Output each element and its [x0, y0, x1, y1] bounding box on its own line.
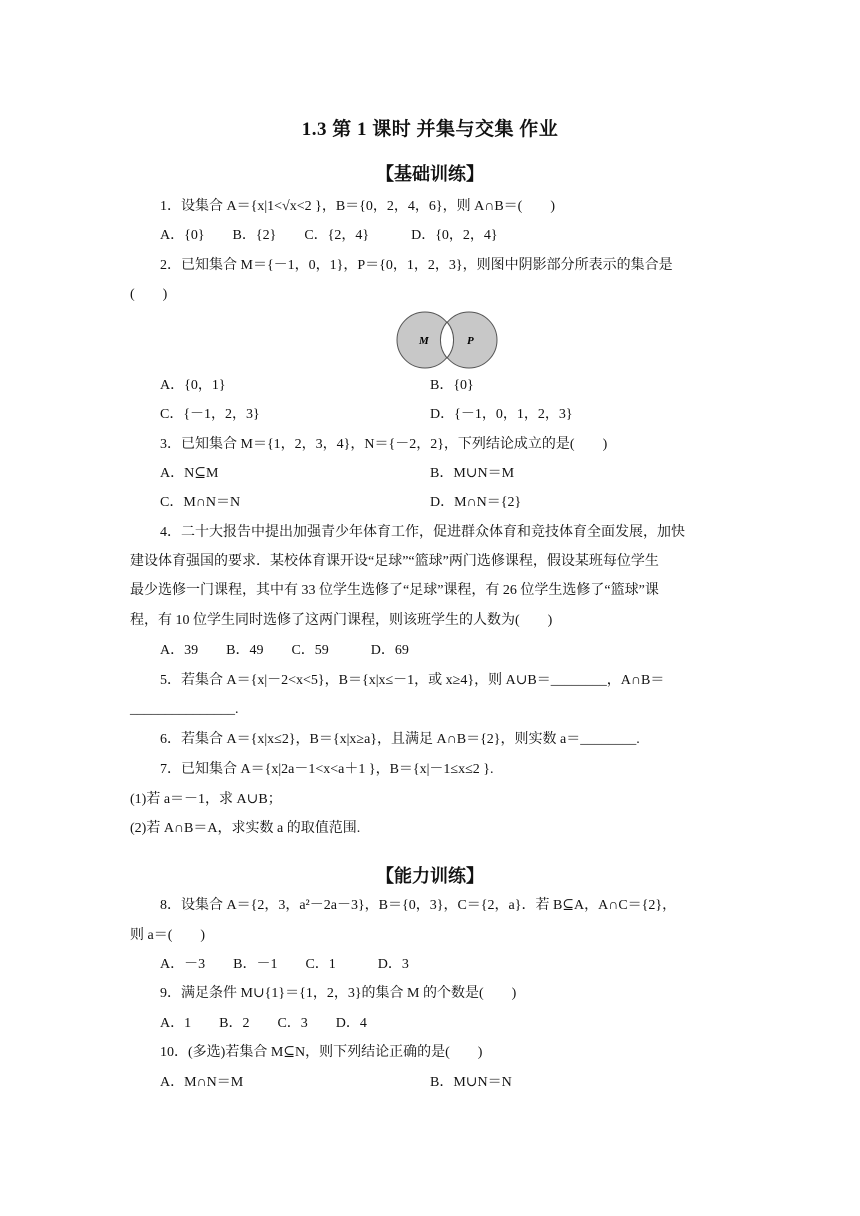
question-4-line-2: 建设体育强国的要求．某校体育课开设“足球”“篮球”两门选修课程，假设某班每位学生: [130, 554, 659, 569]
section-ability-training: 【能力训练】: [376, 866, 484, 886]
question-3-option-c: C．M∩N＝N: [160, 495, 241, 510]
question-3-option-a: A．N⊆M: [160, 466, 219, 481]
question-2-option-d: D．{－1，0，1，2，3}: [430, 407, 573, 422]
question-5-line-2: _______________.: [130, 702, 239, 717]
question-9-line-1: 9．满足条件 M∪{1}＝{1，2，3}的集合 M 的个数是( ): [160, 986, 517, 1001]
page-title: 1.3 第 1 课时 并集与交集 作业: [301, 119, 559, 140]
question-4-line-4: 程，有 10 位学生同时选修了这两门课程，则该班学生的人数为( ): [130, 613, 553, 628]
sqrt-symbol: √: [282, 199, 290, 214]
question-1-stem: [160, 198, 555, 216]
question-10-line-1: 10．(多选)若集合 M⊆N，则下列结论正确的是( ): [160, 1045, 483, 1060]
question-10-option-a: A．M∩N＝M: [160, 1075, 244, 1090]
question-3-option-b: B．M∪N＝M: [430, 466, 515, 481]
question-3-stem: 3．已知集合 M＝{1，2，3，4}，N＝{－2，2}，下列结论成立的是( ): [160, 437, 608, 452]
q1-stem-part-a: 1．设集合 A＝{x|1<: [160, 199, 283, 214]
venn-label-m: M: [419, 335, 429, 347]
question-2-stem: 2．已知集合 M＝{－1，0，1}，P＝{0，1，2，3}，则图中阴影部分所表示的集合是: [160, 258, 673, 273]
question-4-line-3: 最少选修一门课程，其中有 33 位学生选修了“足球”课程，有 26 位学生选修了“篮球”课: [130, 583, 659, 598]
question-2-stem-cont: ( ): [130, 287, 168, 302]
question-9-options: A．1 B．2 C．3 D．4: [160, 1016, 367, 1031]
venn-diagram: [395, 310, 505, 370]
question-8-line-2: 则 a＝( ): [130, 928, 206, 943]
question-2-option-b: B．{0}: [430, 378, 474, 393]
q1-stem-part-b: x<2 }，B＝{0，2，4，6}，则 A∩B＝( ): [289, 199, 555, 214]
question-8-line-1: 8．设集合 A＝{2，3，a²－2a－3}，B＝{0，3}，C＝{2，a}．若 B⊆A，A∩C＝{2}，: [160, 898, 677, 913]
question-8-options: A．－3 B．－1 C．1 D．3: [160, 957, 409, 972]
venn-label-p: P: [467, 335, 474, 347]
question-7-part-2: (2)若 A∩B＝A，求实数 a 的取值范围.: [130, 821, 361, 836]
question-7-part-1: (1)若 a＝－1，求 A∪B；: [130, 792, 282, 807]
question-7-line-1: 7．已知集合 A＝{x|2a－1<x<a＋1 }，B＝{x|－1≤x≤2 }.: [160, 762, 494, 777]
question-3-option-d: D．M∩N＝{2}: [430, 495, 522, 510]
question-4-options: A．39 B．49 C．59 D．69: [160, 643, 409, 658]
question-10-option-b: B．M∪N＝N: [430, 1075, 512, 1090]
question-4-line-1: 4．二十大报告中提出加强青少年体育工作，促进群众体育和竞技体育全面发展，加快: [160, 525, 685, 540]
question-2-option-a: A．{0，1}: [160, 378, 226, 393]
section-basic-training: 【基础训练】: [376, 164, 484, 184]
question-5-line-1: 5．若集合 A＝{x|－2<x<5}，B＝{x|x≤－1，或 x≥4}，则 A∪B＝________，A∩B＝: [160, 673, 665, 688]
question-1-options: A．{0} B．{2} C．{2，4} D．{0，2，4}: [160, 228, 498, 243]
question-6-line-1: 6．若集合 A＝{x|x≤2}，B＝{x|x≥a}，且满足 A∩B＝{2}，则实数 a＝________.: [160, 732, 640, 747]
question-2-option-c: C．{－1，2，3}: [160, 407, 260, 422]
